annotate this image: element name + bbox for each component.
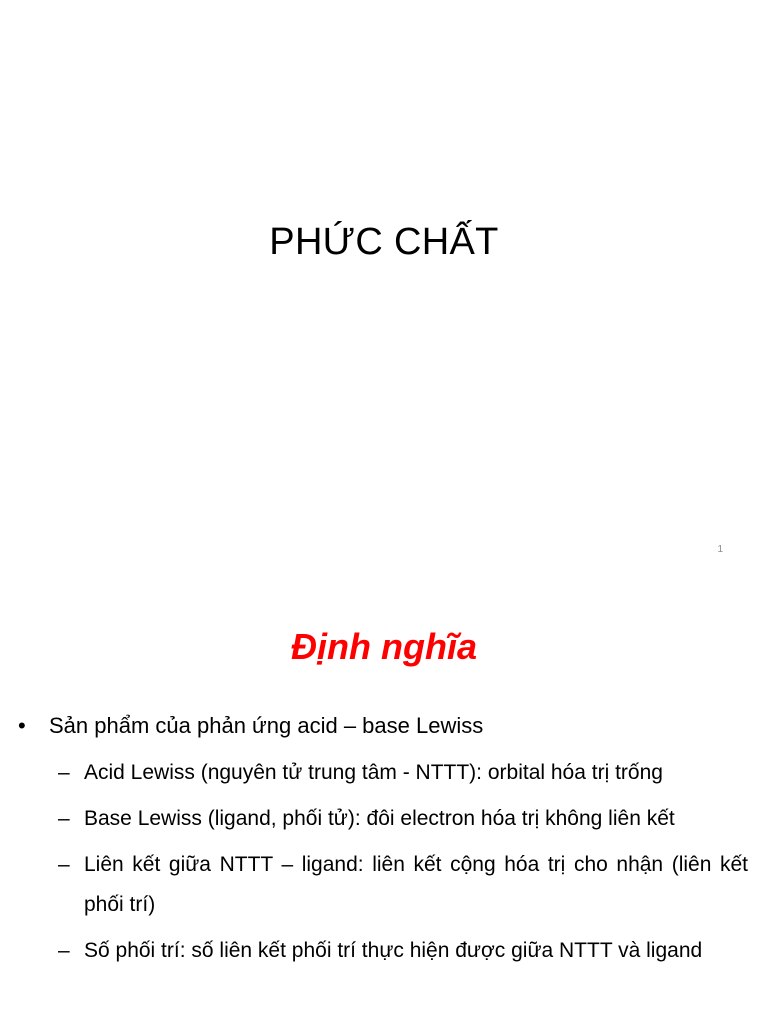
list-item-text: Sản phẩm của phản ứng acid – base Lewiss [49, 713, 484, 738]
sub-list-item [58, 845, 748, 925]
sub-list-item-text: Số phối trí: số liên kết phối trí thực hiện được giữa NTTT và ligand [84, 939, 703, 962]
dash-mark: – [58, 807, 70, 830]
bullet-list [18, 707, 748, 977]
slide-2 [0, 576, 768, 1024]
slide-title: PHỨC CHẤT [269, 221, 499, 263]
section-heading: Định nghĩa [291, 626, 477, 667]
sub-list-item-text: Base Lewiss (ligand, phối tử): đôi electron hóa trị không liên kết [84, 807, 675, 830]
sub-list-item-text: Acid Lewiss (nguyên tử trung tâm - NTTT): orbital hóa trị trống [84, 761, 663, 784]
sub-list-item [58, 753, 748, 793]
list-item [18, 707, 748, 745]
sub-list-item-text: Liên kết giữa NTTT – ligand: liên kết cộng hóa trị cho nhận (liên kết phối trí) [84, 853, 748, 916]
dash-mark: – [58, 939, 70, 962]
page-number: 1 [717, 544, 723, 555]
dash-mark: – [58, 853, 70, 876]
dash-mark: – [58, 761, 70, 784]
bullet-mark: • [18, 713, 26, 738]
sub-list-item [58, 931, 748, 971]
sub-list-item [58, 799, 748, 839]
